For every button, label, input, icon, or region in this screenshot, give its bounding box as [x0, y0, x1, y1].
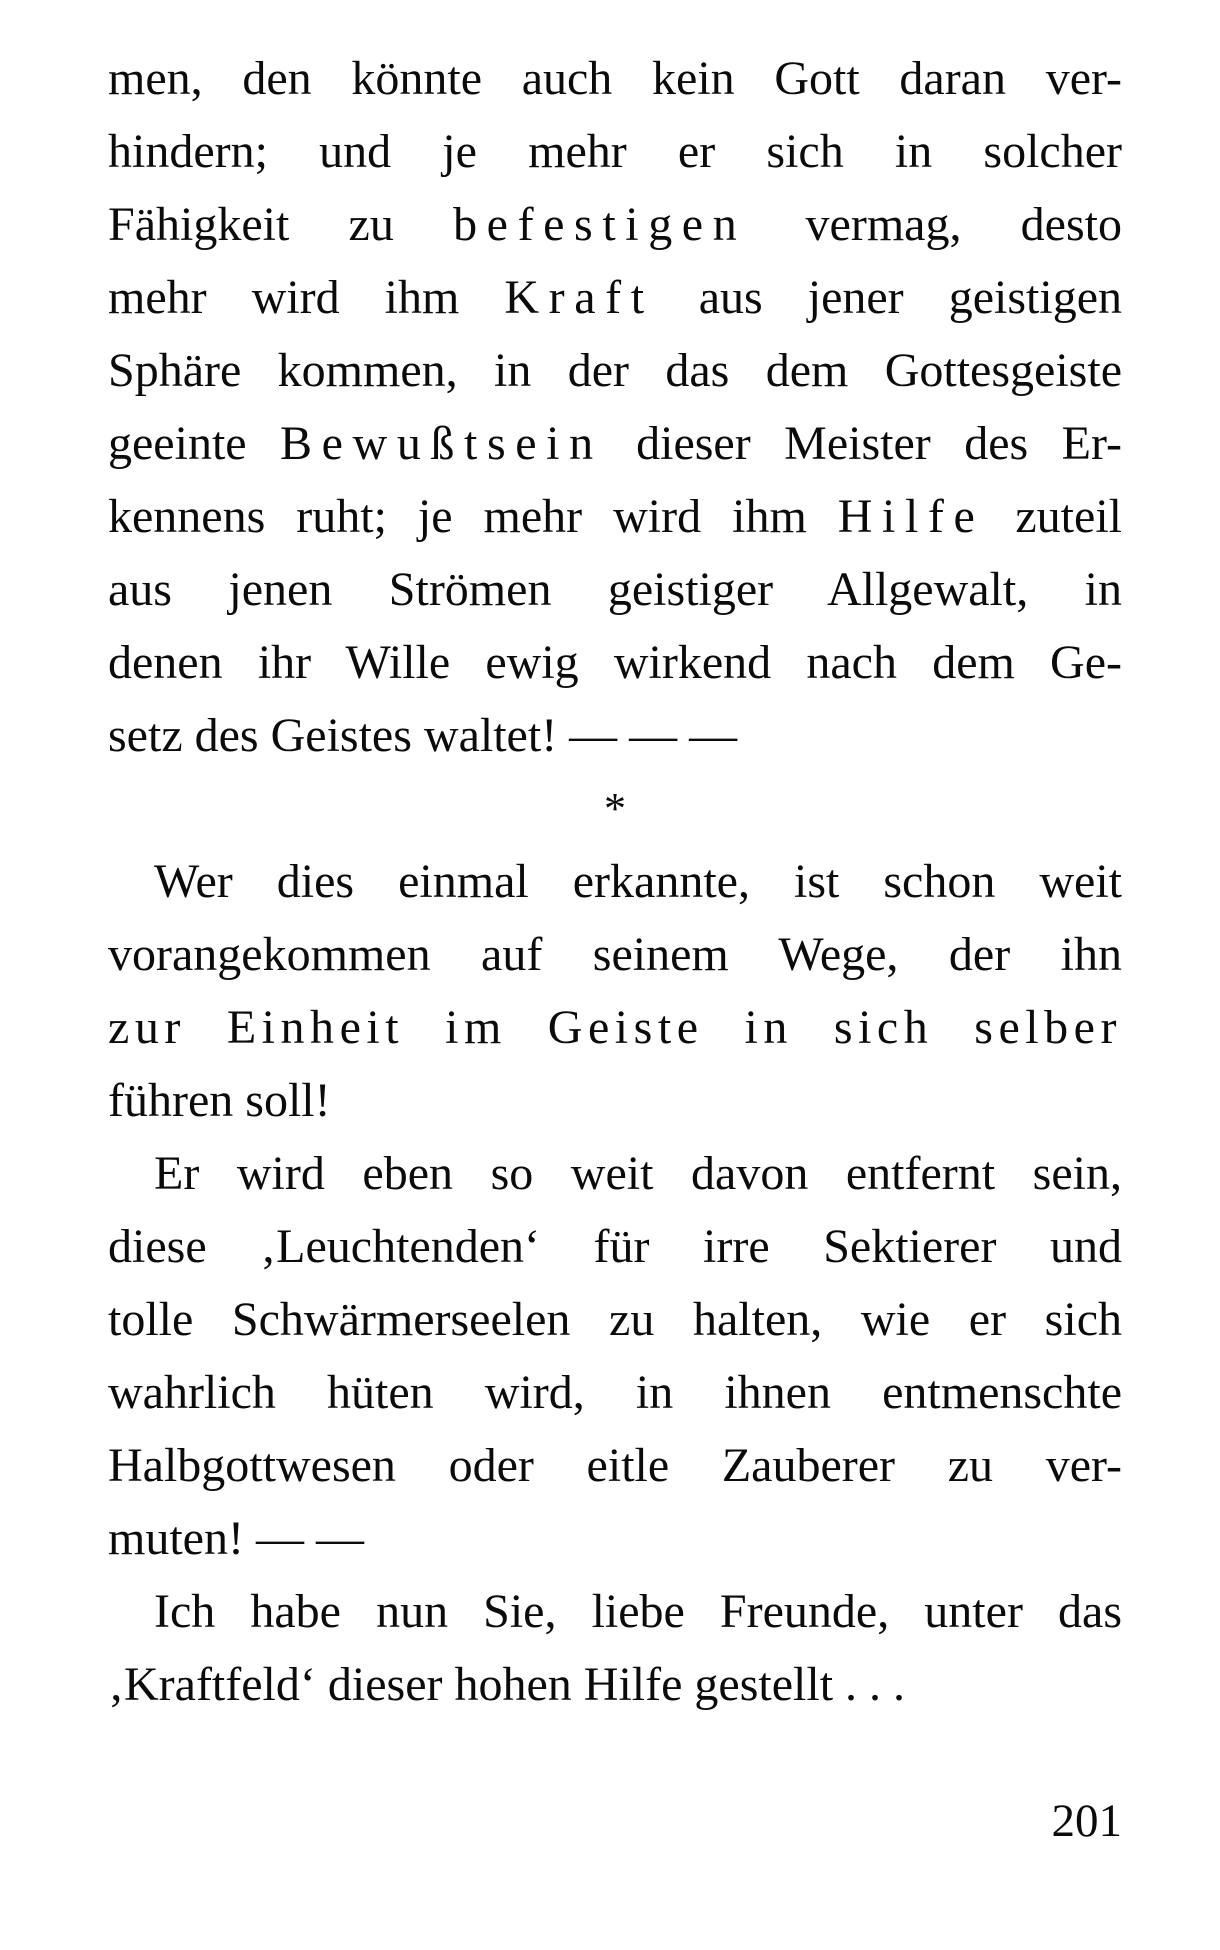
text-segment: vorangekommen auf seinem Wege, der ihn	[108, 928, 1122, 981]
text-segment: Fähigkeit zu	[108, 198, 454, 251]
text-segment: Kraft	[504, 271, 654, 324]
text-segment: aus jenen Strömen geistiger Allgewalt, in	[108, 563, 1122, 616]
text-line	[108, 918, 1122, 991]
text-line	[108, 334, 1122, 407]
text-segment: zur Einheit im Geiste in sich selber	[108, 1001, 1122, 1054]
text-segment: mehr wird ihm	[108, 271, 505, 324]
text-line	[108, 1064, 1122, 1137]
text-line	[108, 699, 1122, 772]
text-line	[108, 626, 1122, 699]
text-segment: diese ‚Leuchtenden‘ für irre Sektierer und	[108, 1220, 1122, 1273]
text-segment: hindern; und je mehr er sich in solcher	[108, 125, 1122, 178]
text-segment: führen soll!	[108, 1074, 331, 1127]
text-segment: men, den könnte auch kein Gott daran ver-	[108, 52, 1122, 105]
text-segment: Ich habe nun Sie, liebe Freunde, unter das	[154, 1585, 1122, 1638]
text-line	[108, 115, 1122, 188]
text-line	[108, 1648, 1122, 1721]
text-segment: zuteil	[984, 490, 1122, 543]
text-segment: tolle Schwärmerseelen zu halten, wie er sich	[108, 1293, 1122, 1346]
text-line	[108, 1210, 1122, 1283]
text-segment: ‚Kraftfeld‘ dieser hohen Hilfe gestellt . . .	[108, 1658, 906, 1711]
text-line	[108, 1283, 1122, 1356]
text-segment: Bewußtsein	[280, 417, 603, 470]
text-segment: denen ihr Wille ewig wirkend nach dem Ge-	[108, 636, 1122, 689]
text-line	[108, 1137, 1122, 1210]
text-segment: vermag, desto	[746, 198, 1122, 251]
text-block	[108, 42, 1122, 1721]
text-line	[108, 1356, 1122, 1429]
text-segment: muten! — —	[108, 1512, 364, 1565]
section-separator	[108, 772, 1122, 845]
text-line	[108, 188, 1122, 261]
text-segment: geeinte	[108, 417, 281, 470]
text-segment: wahrlich hüten wird, in ihnen entmenschte	[108, 1366, 1122, 1419]
text-segment: Er wird eben so weit davon entfernt sein,	[154, 1147, 1122, 1200]
text-segment: Wer dies einmal erkannte, ist schon weit	[154, 855, 1122, 908]
text-segment: Halbgottwesen oder eitle Zauberer zu ver-	[108, 1439, 1122, 1492]
page-number: 201	[1051, 1795, 1122, 1847]
text-segment: kennens ruht; je mehr wird ihm	[108, 490, 838, 543]
text-segment: aus jener geistigen	[653, 271, 1122, 324]
text-line	[108, 991, 1122, 1064]
text-line	[108, 407, 1122, 480]
text-segment: Sphäre kommen, in der das dem Gottesgeiste	[108, 344, 1122, 397]
text-line	[108, 1502, 1122, 1575]
text-line	[108, 553, 1122, 626]
text-segment: Hilfe	[837, 490, 985, 543]
text-line	[108, 1429, 1122, 1502]
text-line	[108, 480, 1122, 553]
text-segment: dieser Meister des Er-	[602, 417, 1122, 470]
text-segment: setz des Geistes waltet! — — —	[108, 709, 738, 762]
text-line	[108, 1575, 1122, 1648]
text-segment: befestigen	[453, 198, 747, 251]
text-line	[108, 42, 1122, 115]
text-line	[108, 845, 1122, 918]
text-segment: *	[604, 784, 626, 833]
text-line	[108, 261, 1122, 334]
